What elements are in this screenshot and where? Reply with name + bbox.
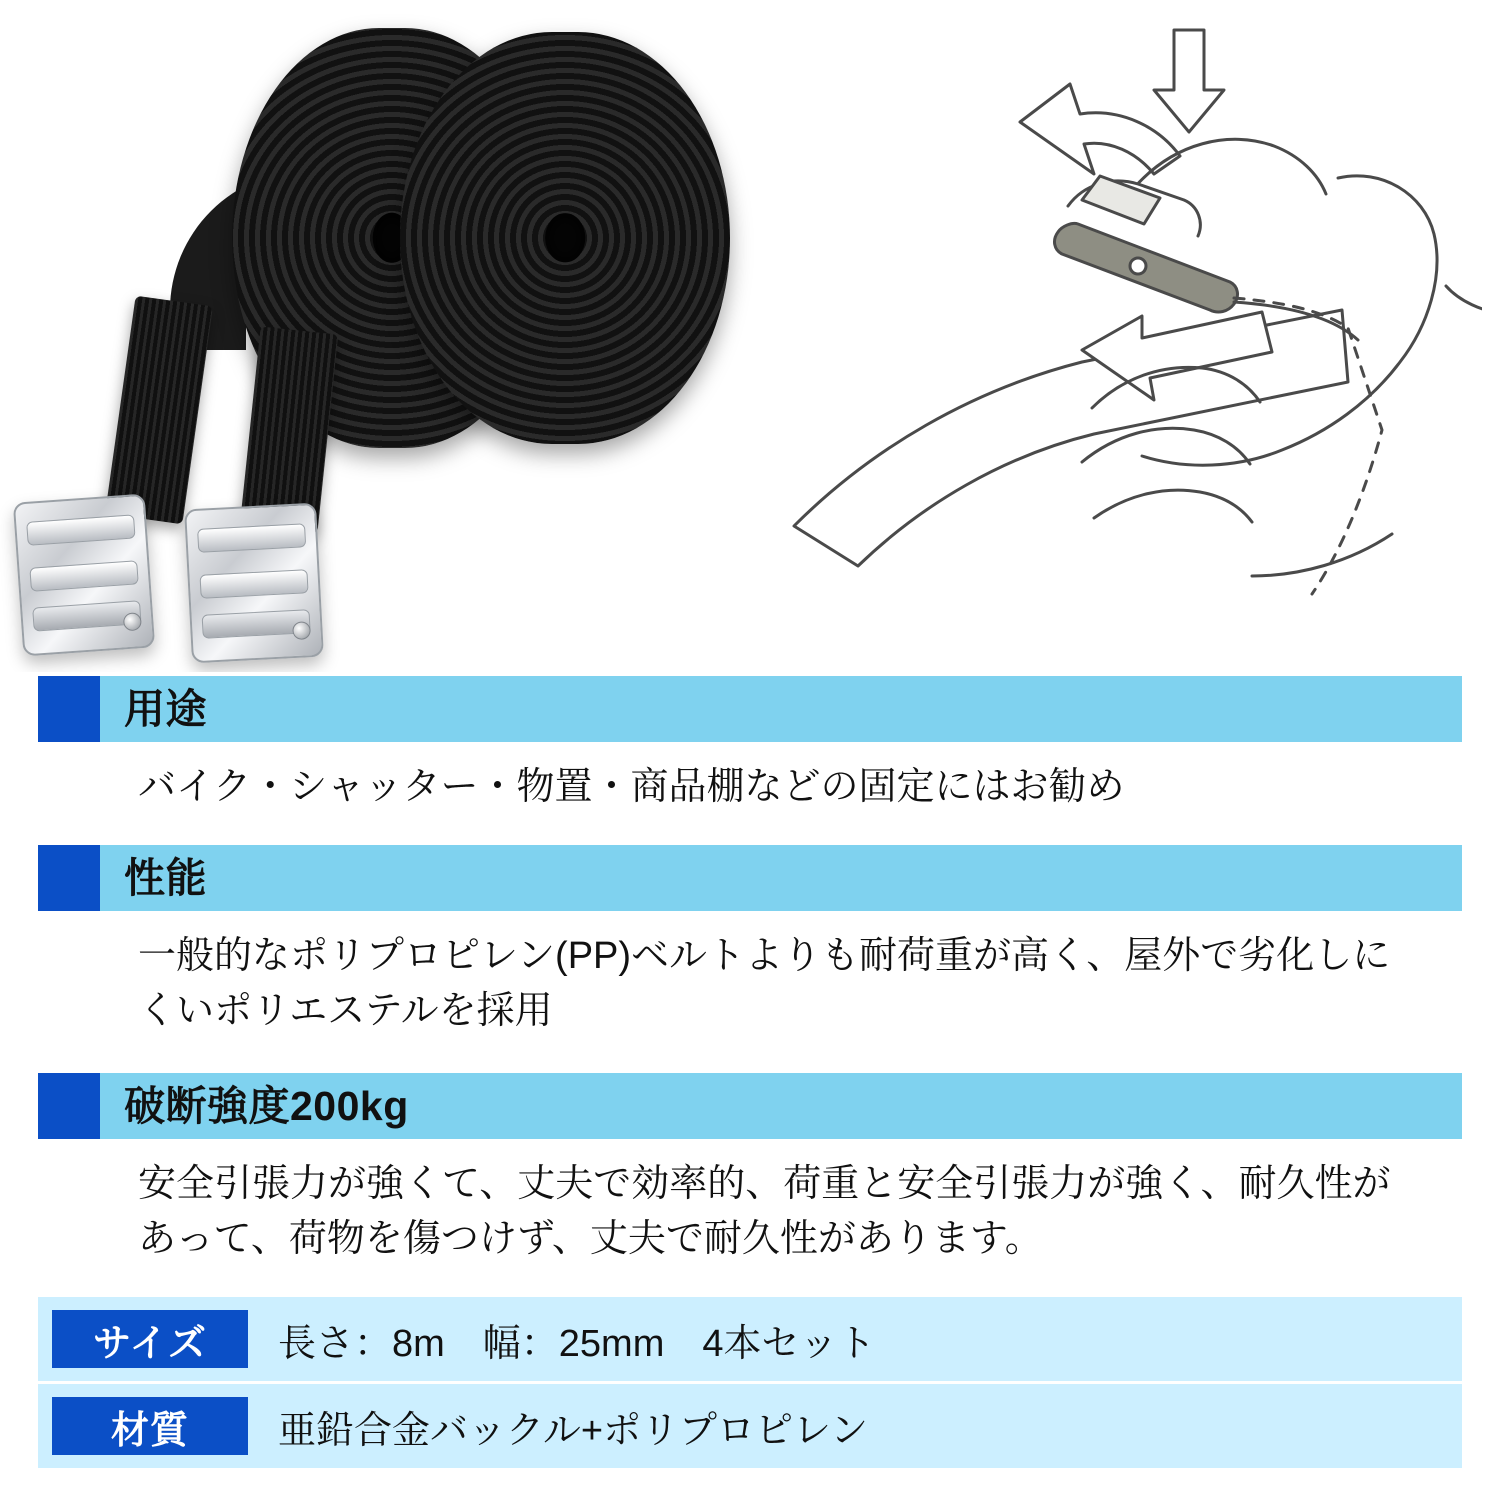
product-photo xyxy=(0,0,760,672)
section-tab xyxy=(38,845,100,911)
section-body-usage: バイク・シャッター・物置・商品棚などの固定にはお勧め xyxy=(138,766,1125,808)
strap-roll-front xyxy=(400,32,730,444)
buckle-bar xyxy=(197,523,306,553)
spec-row-size xyxy=(38,1297,1462,1381)
spec-sections xyxy=(0,676,1500,1468)
buckle-bar xyxy=(199,569,308,599)
buckle-bar xyxy=(26,514,135,545)
section-tab xyxy=(38,676,100,742)
buckle-left xyxy=(13,494,155,657)
spec-row-material xyxy=(38,1381,1462,1468)
spec-label: サイズ xyxy=(52,1310,248,1368)
buckle-pin xyxy=(292,621,311,640)
usage-illustration xyxy=(782,10,1482,640)
section-title: 破断強度200kg xyxy=(124,1082,409,1129)
spec-value: 亜鉛合金バックル+ポリプロピレン xyxy=(278,1409,869,1452)
section-title: 性能 xyxy=(124,854,207,901)
section-body-breaking-strength: 安全引張力が強くて、丈夫で効率的、荷重と安全引張力が強く、耐久性があって、荷物を傷つけず、丈夫で耐久性があります。 xyxy=(138,1163,1391,1261)
section-title: 用途 xyxy=(124,685,207,732)
buckle-bar xyxy=(29,560,138,591)
spec-table xyxy=(38,1297,1462,1468)
section-body-performance: 一般的なポリプロピレン(PP)ベルトよりも耐荷重が高く、屋外で劣化しにくいポリエステルを採用 xyxy=(138,935,1391,1033)
strap-tail-left xyxy=(105,296,213,525)
hero-images xyxy=(0,0,1500,672)
strap-tail-right xyxy=(240,326,338,533)
spec-label: 材質 xyxy=(52,1397,248,1455)
spec-value: 長さ：8m 幅：25mm 4本セット xyxy=(278,1322,876,1365)
section-tab xyxy=(38,1073,100,1139)
section-header-breaking-strength xyxy=(38,1073,1462,1139)
section-header-usage xyxy=(38,676,1462,742)
buckle-right xyxy=(184,503,324,664)
buckle-pin xyxy=(123,612,142,631)
section-header-performance xyxy=(38,845,1462,911)
